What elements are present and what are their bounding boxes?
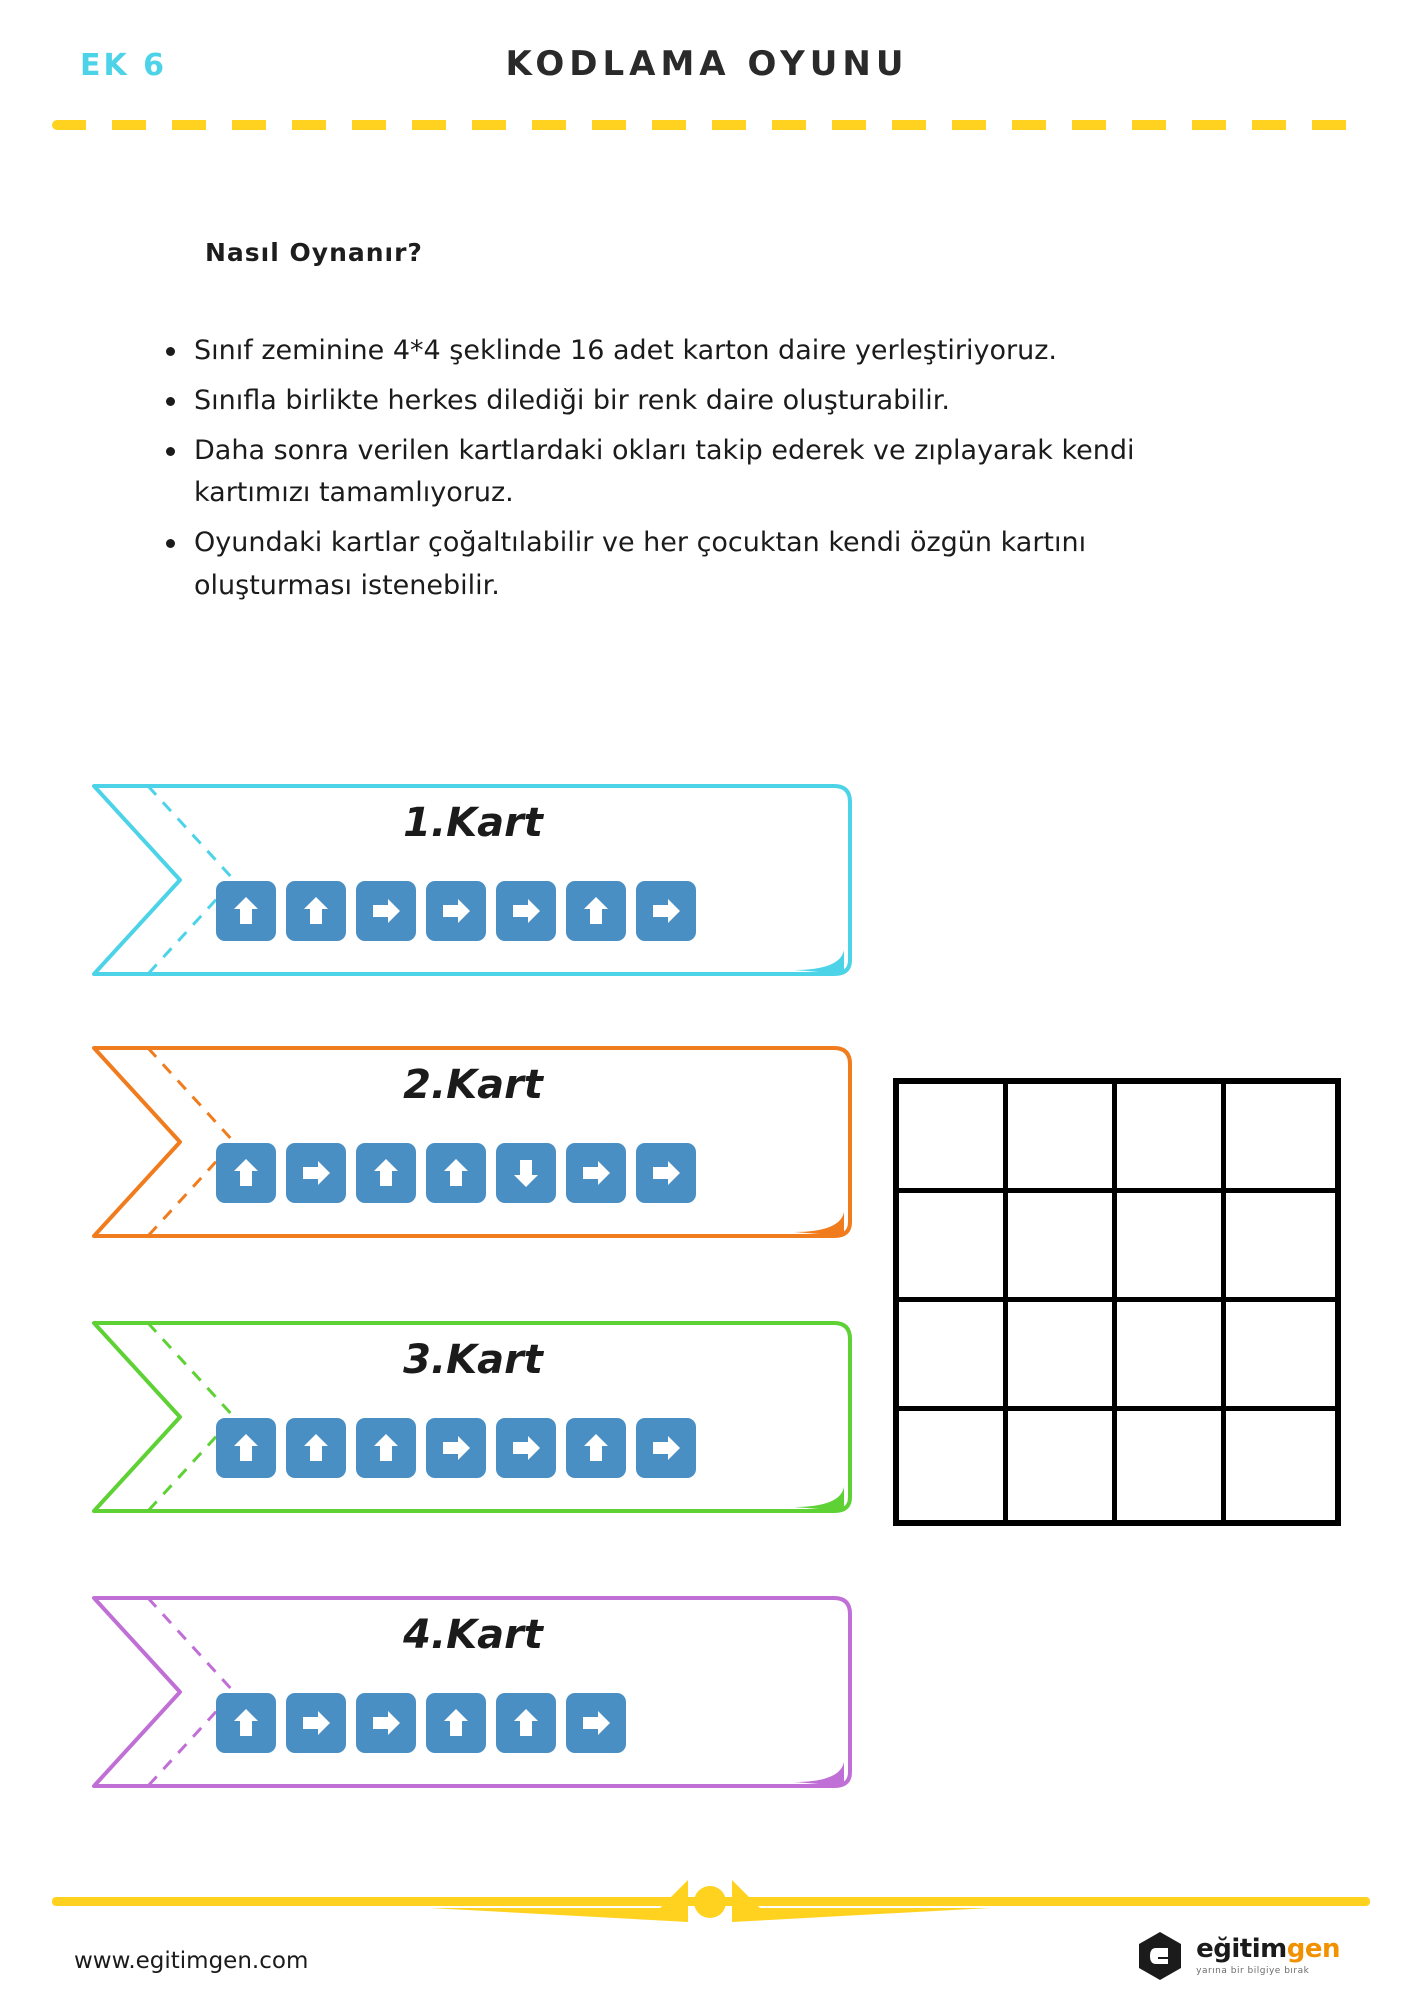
card-2-arrow-5 [496,1143,556,1203]
brand-logo [1134,1930,1340,1982]
card-3-arrow-row [216,1418,696,1478]
card-3-arrow-7 [636,1418,696,1478]
brand-text [1196,1936,1340,1976]
card-4-arrow-2 [286,1693,346,1753]
list-item: Sınıfla birlikte herkes dilediği bir renk daire oluşturabilir. [152,380,1252,422]
card-4-arrow-4 [426,1693,486,1753]
arrow-up-icon [367,1154,405,1192]
card-2-arrow-3 [356,1143,416,1203]
arrow-right-icon [367,1704,405,1742]
arrow-up-icon [297,1429,335,1467]
grid-cell [1008,1193,1117,1302]
arrow-up-icon [367,1429,405,1467]
card-2-arrow-7 [636,1143,696,1203]
card-1-arrow-6 [566,881,626,941]
card-1-arrow-row [216,881,696,941]
brand-mark-icon [1134,1930,1186,1982]
brand-name-part1: eğitim [1196,1934,1287,1964]
grid-cell [899,1193,1008,1302]
card-3-arrow-3 [356,1418,416,1478]
card-4-arrow-row [216,1693,626,1753]
card-1-arrow-2 [286,881,346,941]
card-2-arrow-2 [286,1143,346,1203]
card-3-title: 3.Kart [403,1337,543,1383]
brand-tagline: yarına bir bilgiye bırak [1196,1966,1310,1976]
grid-cell [1226,1302,1335,1411]
grid-cell [899,1302,1008,1411]
grid-cell [1117,1411,1226,1520]
card-2-arrow-row [216,1143,696,1203]
arrow-right-icon [437,892,475,930]
card-3-arrow-2 [286,1418,346,1478]
arrow-right-icon [577,1154,615,1192]
arrow-right-icon [647,1429,685,1467]
card-4 [88,1590,858,1795]
card-3-arrow-6 [566,1418,626,1478]
card-2-arrow-4 [426,1143,486,1203]
grid-cell [1226,1411,1335,1520]
grid-cell [1226,1193,1335,1302]
card-4-arrow-3 [356,1693,416,1753]
card-1-arrow-4 [426,881,486,941]
card-1 [88,778,858,983]
footer-url[interactable]: www.egitimgen.com [74,1948,309,1974]
card-2-arrow-6 [566,1143,626,1203]
arrow-right-icon [297,1154,335,1192]
grid-cell [1008,1084,1117,1193]
grid-cell [1117,1302,1226,1411]
grid-cell [1226,1084,1335,1193]
card-4-title: 4.Kart [403,1612,543,1658]
arrow-up-icon [507,1704,545,1742]
card-4-arrow-6 [566,1693,626,1753]
list-item: Daha sonra verilen kartlardaki okları takip ederek ve zıplayarak kendi kartımızı tamamlıyoruz. [152,430,1252,514]
list-item: Sınıf zeminine 4*4 şeklinde 16 adet karton daire yerleştiriyoruz. [152,330,1252,372]
card-4-arrow-5 [496,1693,556,1753]
arrow-up-icon [297,892,335,930]
card-3-arrow-1 [216,1418,276,1478]
arrow-right-icon [647,892,685,930]
arrow-up-icon [227,1154,265,1192]
arrow-up-icon [227,1704,265,1742]
card-4-arrow-1 [216,1693,276,1753]
brand-name [1196,1936,1340,1962]
card-1-arrow-3 [356,881,416,941]
arrow-down-icon [507,1154,545,1192]
card-3 [88,1315,858,1520]
instructions-list [152,330,1252,615]
grid-cell [899,1411,1008,1520]
arrow-up-icon [227,1429,265,1467]
footer-ornament [430,1868,990,1934]
arrow-up-icon [577,892,615,930]
arrow-up-icon [577,1429,615,1467]
arrow-right-icon [647,1154,685,1192]
arrow-right-icon [437,1429,475,1467]
list-item: Oyundaki kartlar çoğaltılabilir ve her çocuktan kendi özgün kartını oluşturması istenebilir. [152,522,1252,606]
page-title: KODLAMA OYUNU [505,44,909,84]
grid-cell [1008,1302,1117,1411]
card-2 [88,1040,858,1245]
card-2-title: 2.Kart [403,1062,543,1108]
arrow-right-icon [507,1429,545,1467]
brand-name-part2: gen [1286,1934,1340,1964]
arrow-up-icon [227,892,265,930]
howto-heading: Nasıl Oynanır? [205,238,423,267]
arrow-up-icon [437,1704,475,1742]
arrow-right-icon [577,1704,615,1742]
grid-cell [899,1084,1008,1193]
ek-label: EK 6 [80,48,168,83]
card-1-arrow-5 [496,881,556,941]
card-3-arrow-5 [496,1418,556,1478]
game-grid [893,1078,1341,1526]
arrow-up-icon [437,1154,475,1192]
grid-cell [1117,1193,1226,1302]
arrow-right-icon [507,892,545,930]
header-dashed-divider [52,120,1370,130]
grid-cell [1117,1084,1226,1193]
card-2-arrow-1 [216,1143,276,1203]
page-header [0,0,1414,130]
card-1-arrow-7 [636,881,696,941]
card-1-arrow-1 [216,881,276,941]
card-1-title: 1.Kart [403,800,543,846]
grid-cell [1008,1411,1117,1520]
card-3-arrow-4 [426,1418,486,1478]
arrow-right-icon [367,892,405,930]
arrow-right-icon [297,1704,335,1742]
